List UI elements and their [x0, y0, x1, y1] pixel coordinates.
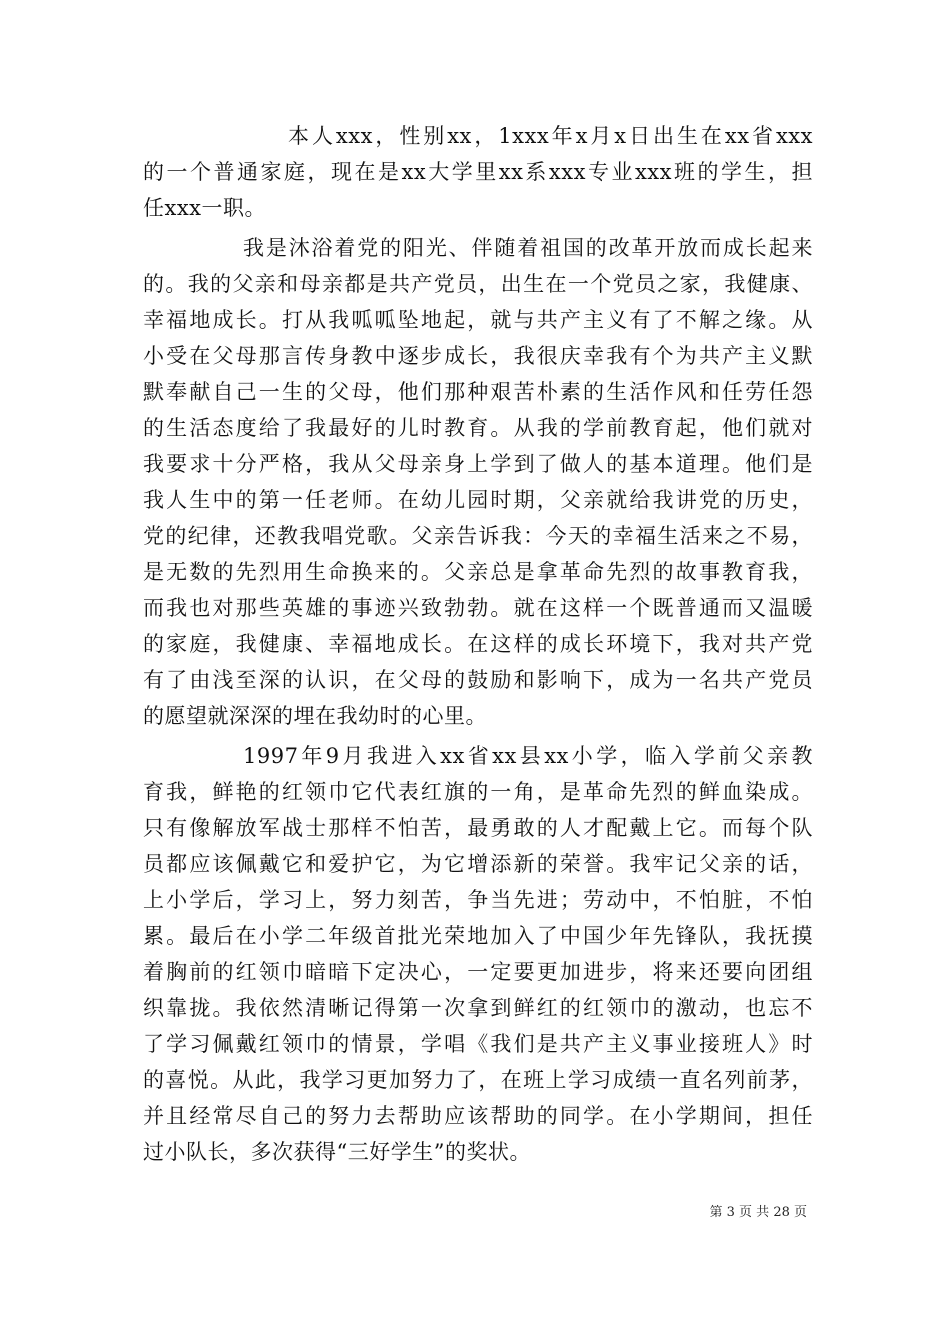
text-line: 了学习佩戴红领巾的情景，学唱《我们是共产主义事业接班人》时 [143, 1032, 813, 1056]
text-line: 的生活态度给了我最好的儿时教育。从我的学前教育起，他们就对 [143, 416, 813, 440]
page-number-footer: 第 3 页 共 28 页 [709, 1205, 807, 1220]
paragraph [143, 738, 813, 1170]
text-line: 上小学后，学习上，努力刻苦，争当先进；劳动中，不怕脏，不怕 [143, 888, 813, 912]
text-line: 的喜悦。从此，我学习更加努力了，在班上学习成绩一直名列前茅， [143, 1068, 813, 1092]
text-line: 织靠拢。我依然清晰记得第一次拿到鲜红的红领巾的激动，也忘不 [143, 996, 813, 1020]
text-line: 的一个普通家庭，现在是xx大学里xx系xxx专业xxx班的学生，担 [143, 160, 813, 184]
text-line: 幸福地成长。打从我呱呱坠地起，就与共产主义有了不解之缘。从 [143, 308, 813, 332]
text-line: 有了由浅至深的认识，在父母的鼓励和影响下，成为一名共产党员 [143, 668, 813, 692]
text-line: 我是沐浴着党的阳光、伴随着祖国的改革开放而成长起来 [243, 236, 813, 260]
text-line: 是无数的先烈用生命换来的。父亲总是拿革命先烈的故事教育我， [143, 560, 813, 584]
text-line: 我人生中的第一任老师。在幼儿园时期，父亲就给我讲党的历史， [143, 488, 813, 512]
text-line: 着胸前的红领巾暗暗下定决心，一定要更加进步，将来还要向团组 [143, 960, 813, 984]
text-line: 的家庭，我健康、幸福地成长。在这样的成长环境下，我对共产党 [143, 632, 813, 656]
text-line: 而我也对那些英雄的事迹兴致勃勃。就在这样一个既普通而又温暖 [143, 596, 813, 620]
text-line: 我要求十分严格，我从父母亲身上学到了做人的基本道理。他们是 [143, 452, 813, 476]
text-line: 党的纪律，还教我唱党歌。父亲告诉我：今天的幸福生活来之不易， [143, 524, 813, 548]
body-text [143, 118, 813, 1174]
text-line: 过小队长，多次获得“三好学生”的奖状。 [143, 1140, 531, 1164]
text-line: 1997年9月我进入xx省xx县xx小学，临入学前父亲教 [243, 744, 813, 768]
text-line: 本人xxx，性别xx，1xxx年x月x日出生在xx省xxx [288, 124, 813, 148]
text-line: 默奉献自己一生的父母，他们那种艰苦朴素的生活作风和任劳任怨 [143, 380, 813, 404]
text-line: 任xxx一职。 [143, 196, 267, 220]
text-line: 累。最后在小学二年级首批光荣地加入了中国少年先锋队，我抚摸 [143, 924, 813, 948]
paragraph [143, 230, 813, 734]
text-line: 并且经常尽自己的努力去帮助应该帮助的同学。在小学期间，担任 [143, 1104, 813, 1128]
text-line: 育我，鲜艳的红领巾它代表红旗的一角，是革命先烈的鲜血染成。 [143, 780, 813, 804]
text-line: 员都应该佩戴它和爱护它，为它增添新的荣誉。我牢记父亲的话， [143, 852, 813, 876]
text-line: 只有像解放军战士那样不怕苦，最勇敢的人才配戴上它。而每个队 [143, 816, 813, 840]
paragraph [143, 118, 813, 226]
text-line: 小受在父母那言传身教中逐步成长，我很庆幸我有个为共产主义默 [143, 344, 813, 368]
text-line: 的愿望就深深的埋在我幼时的心里。 [143, 704, 487, 728]
text-line: 的。我的父亲和母亲都是共产党员，出生在一个党员之家，我健康、 [143, 272, 813, 296]
